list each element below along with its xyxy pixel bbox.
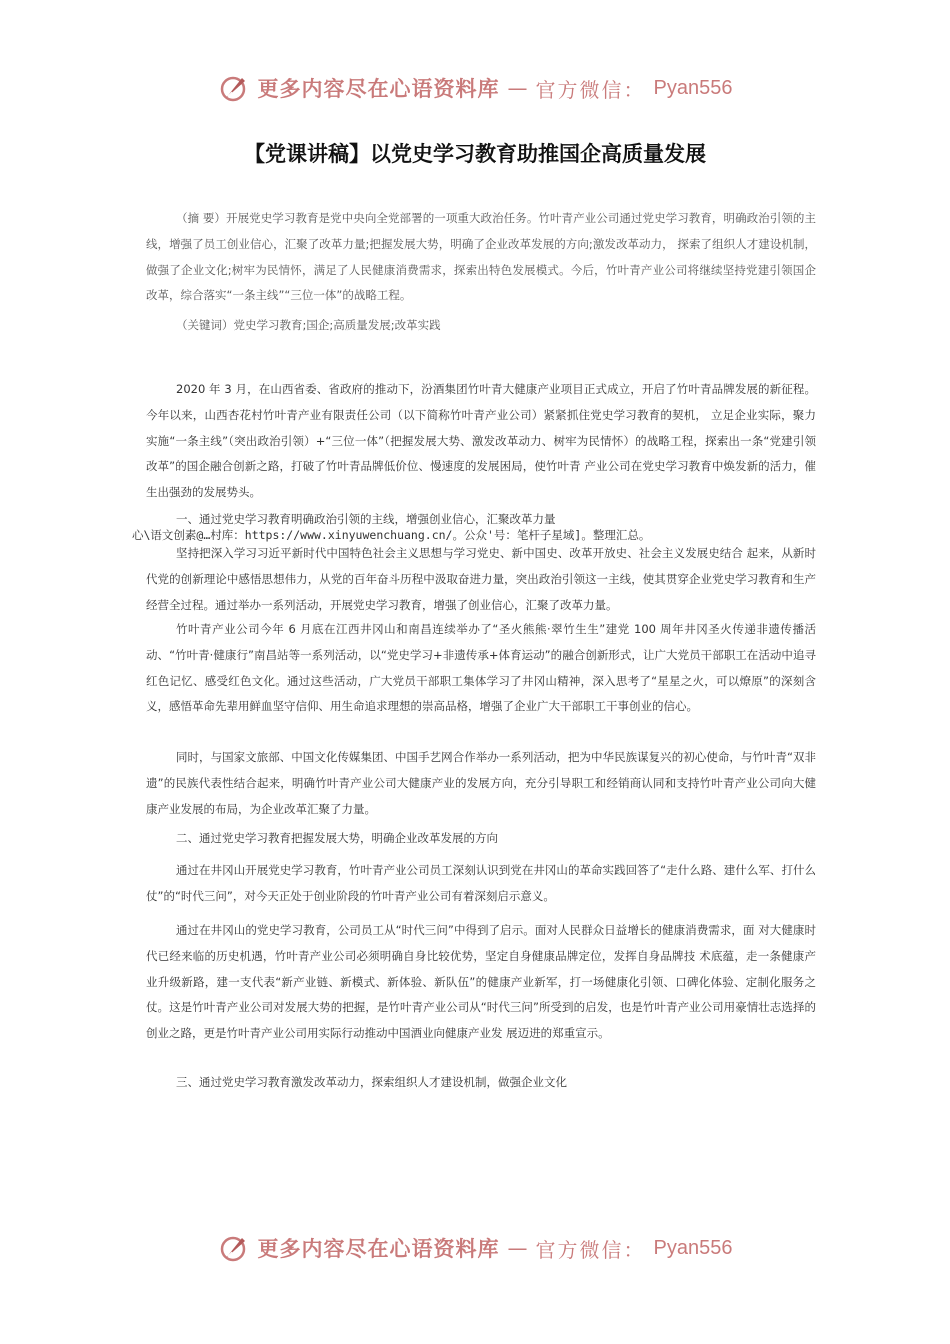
paragraph-section2-a: 通过在井冈山开展党史学习教育，竹叶青产业公司员工深刻认识到党在井冈山的革命实践回答了“走什么路、建什么军、打什么仗”的“时代三问”，对今天正处于创业阶段的竹叶青产业公司有着深刻启示意义。 <box>146 863 816 903</box>
abstract: （摘 要）开展党史学习教育是党中央向全党部署的一项重大政治任务。竹叶青产业公司通过党史学习教育，明确政治引领的主线，增强了员工创业信心，汇聚了改革力量;把握发展大势，明确了企业改革发展的方向;激发改革动力， 探索了组织人才建设机制，做强了企业文化;树牢为民情怀，满足了人民健康消费需求，探索出特色发展模式。今后，竹叶青产业公司将继续坚持党建引领国企改革，综合落实“一条主线”“三位一体”的战略工程。 <box>146 211 816 303</box>
section-heading-2: 二、通过党史学习教育把握发展大势，明确企业改革发展的方向 <box>176 831 498 845</box>
document-title: 【党课讲稿】以党史学习教育助推国企高质量发展 <box>244 142 706 166</box>
quill-logo-icon <box>218 1232 250 1264</box>
banner-wechat-id: Pyan556 <box>653 1236 733 1259</box>
banner-wechat-id: Pyan556 <box>653 76 733 99</box>
paragraph-section1-c: 同时，与国家文旅部、中国文化传媒集团、中国手艺网合作举办一系列活动，把为中华民族谋复兴的初心使命，与竹叶青“双非遗”的民族代表性结合起来，明确竹叶青产业公司大健康产业的发展方向，充分引导职工和经销商认同和支持竹叶青产业公司向大健康产业发展的布局，为企业改革汇聚了力量。 <box>146 750 816 816</box>
section-heading-1: 一、通过党史学习教育明确政治引领的主线，增强创业信心，汇聚改革力量 <box>176 512 556 526</box>
paragraph-section1-b: 竹叶青产业公司今年 6 月底在江西井冈山和南昌连续举办了“圣火熊熊·翠竹生生”建党 100 周年井冈圣火传递非遗传播活动、“竹叶青·健康行”南昌站等一系列活动，以“党史学习+非遗传承+体育运动”的融合创新形式，让广大党员干部职工在活动中追寻红色记忆、感受红色文化。通过这些活动，广大党员干部职工集体学习了井冈山精神，深入思考了“星星之火，可以燎原”的深刻含义，感悟革命先辈用鲜血坚守信仰、用生命追求理想的崇高品格，增强了企业广大干部职工干事创业的信心。 <box>146 622 816 714</box>
quill-logo-icon <box>218 72 250 104</box>
footer-banner <box>0 1232 950 1264</box>
banner-wechat-label: 官方微信： <box>535 77 646 102</box>
banner-text: 更多内容尽在心语资料库 <box>257 1236 500 1261</box>
section-heading-3: 三、通过党史学习教育激发改革动力，探索组织人才建设机制，做强企业文化 <box>176 1075 567 1089</box>
banner-text: 更多内容尽在心语资料库 <box>257 76 500 101</box>
banner-dash: — <box>507 76 528 100</box>
source-line: 心\语文创素@…村库：https://www.xinyuwenchuang.cn/。公众'号：笔杆子星域]。整理汇总。 <box>132 528 651 542</box>
paragraph-intro: 2020 年 3 月，在山西省委、省政府的推动下，汾酒集团竹叶青大健康产业项目正式成立，开启了竹叶青品牌发展的新征程。今年以来，山西杏花村竹叶青产业有限责任公司（以下简称竹叶青产业公司）紧紧抓住党史学习教育的契机， 立足企业实际，聚力实施“一条主线”（突出政治引领）+“三位一体”（把握发展大势、激发改革动力、树牢为民情怀）的战略工程，探索出一条“党建引领改革”的国企融合创新之路，打破了竹叶青品牌低价位、慢速度的发展困局，使竹叶青 产业公司在党史学习教育中焕发新的活力，催生出强劲的发展势头。 <box>146 382 816 500</box>
paragraph-section1-a: 坚持把深入学习习近平新时代中国特色社会主义思想与学习党史、新中国史、改革开放史、社会主义发展史结合 起来，从新时代党的创新理论中感悟思想伟力，从党的百年奋斗历程中汲取奋进力量，突出政治引领这一主线，使其贯穿企业党史学习教育和生产经营全过程。通过举办一系列活动，开展党史学习教育，增强了创业信心，汇聚了改革力量。 <box>146 546 816 612</box>
header-banner <box>0 72 950 104</box>
banner-wechat-label: 官方微信： <box>535 1237 646 1262</box>
keywords: （关键词）党史学习教育;国企;高质量发展;改革实践 <box>176 318 441 332</box>
paragraph-section2-b: 通过在井冈山的党史学习教育，公司员工从“时代三问”中得到了启示。面对人民群众日益增长的健康消费需求，面 对大健康时代已经来临的历史机遇，竹叶青产业公司必须明确自身比较优势，坚定自身健康品牌定位，发挥自身品牌技 术底蕴，走一条健康产业升级新路，建一支代表“新产业链、新模式、新体验、新队伍”的健康产业新军，打一场健康化引领、口碑化体验、定制化服务之仗。这是竹叶青产业公司对发展大势的把握，是竹叶青产业公司从“时代三问”所受到的启发，也是竹叶青产业公司用豪情壮志选择的创业之路，更是竹叶青产业公司用实际行动推动中国酒业向健康产业发 展迈进的郑重宣示。 <box>146 923 816 1041</box>
banner-dash: — <box>507 1236 528 1260</box>
